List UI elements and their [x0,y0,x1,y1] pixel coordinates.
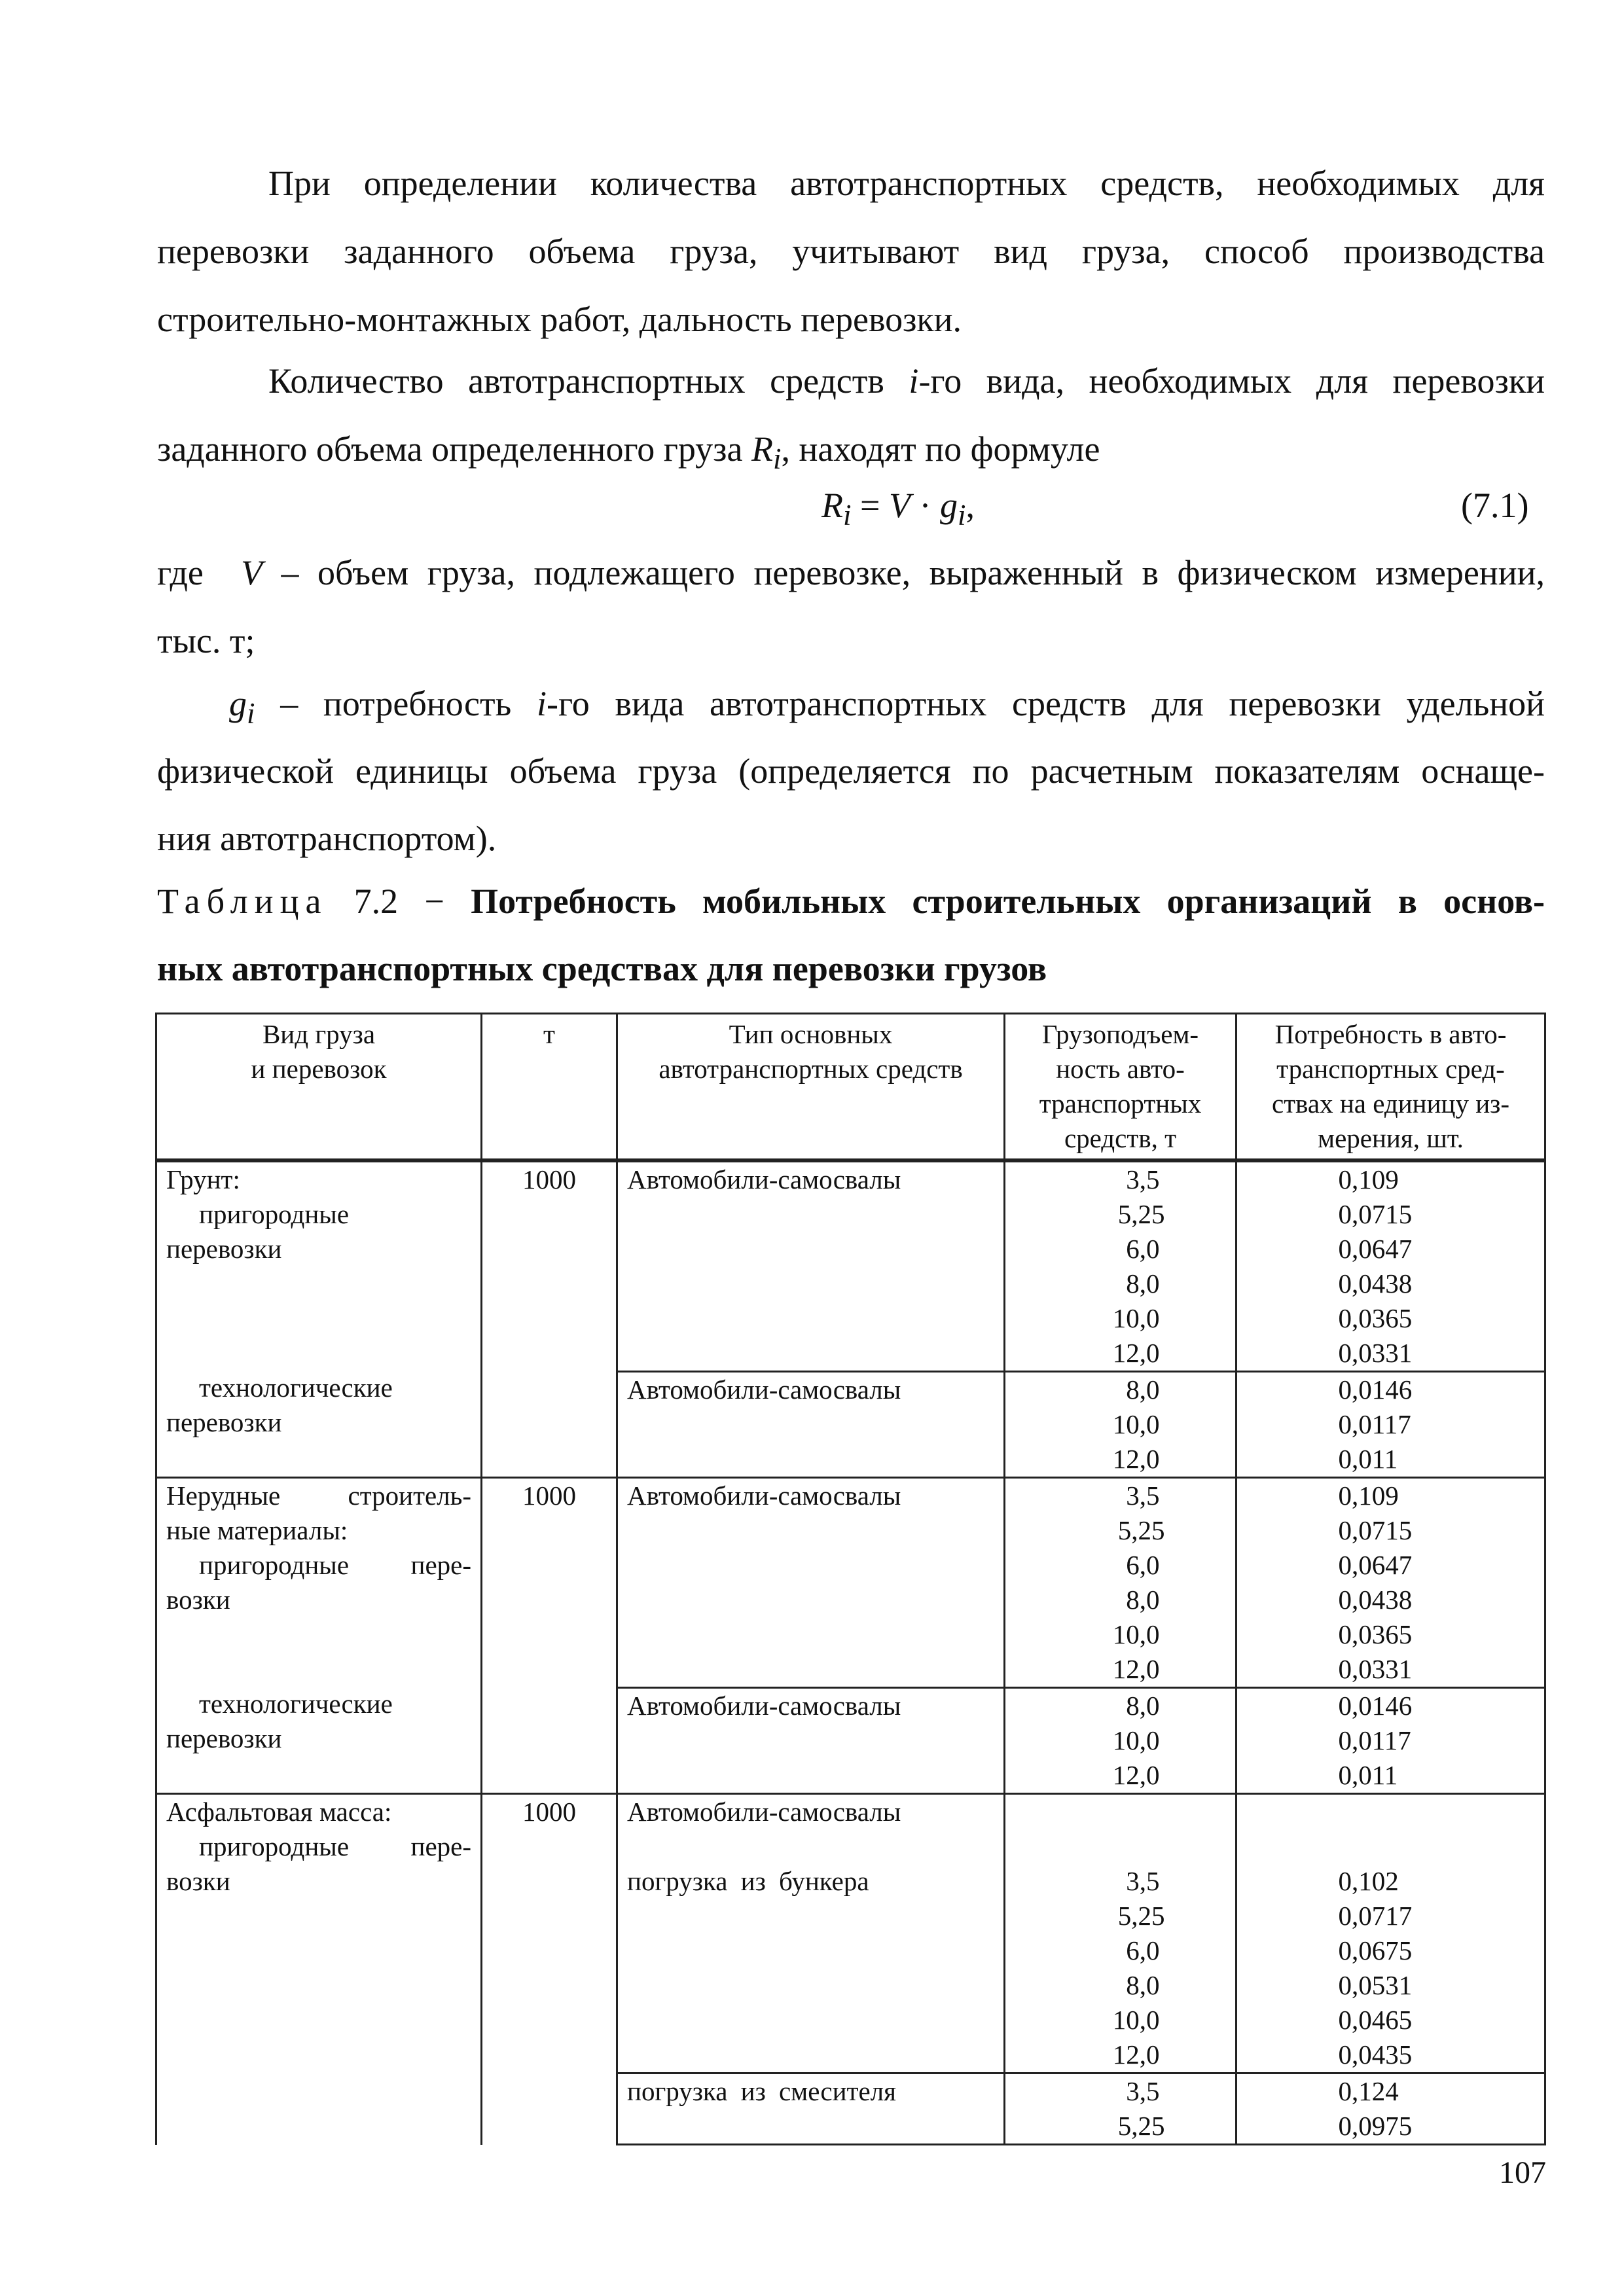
header-capacity [1005,1014,1236,1161]
cargo-sub: возки [166,1585,230,1615]
page-number: 107 [1499,2155,1546,2190]
table-row [156,1478,1545,1688]
need-value: 0,0715 [1338,1199,1413,1229]
capacity-value: 12,0 [1112,1760,1160,1790]
header-capacity-line: средств, т [1064,1123,1177,1153]
need-value: 0,011 [1338,1444,1398,1474]
formula-number: (7.1) [1461,486,1529,525]
paragraph-quantity-text-b: -го вида, необходимых для перевозки заданного объема определенного груза [157,361,1545,469]
capacity-cell [1005,1372,1236,1478]
cargo-sub: перевозки [166,1723,282,1753]
t-cell: 1000 [482,1160,617,1478]
cargo-sub: возки [166,1866,230,1896]
capacity-value: 12,0 [1112,2039,1160,2070]
capacity-value: 3,5 [1126,2076,1160,2106]
var-i: i [909,361,919,401]
need-value: 0,0365 [1338,1619,1413,1649]
table-row [156,1160,1545,1372]
capacity-value: 3,5 [1126,1164,1160,1194]
caption-label: Таблица [157,882,328,921]
need-value: 0,124 [1338,2076,1399,2106]
table-caption-line1 [157,878,1545,924]
cargo-main: Грунт: [166,1164,240,1194]
header-t [482,1014,617,1161]
need-value: 0,0146 [1338,1691,1413,1721]
need-value: 0,0365 [1338,1303,1413,1333]
where-V-line [157,550,1545,596]
header-capacity-line: ность авто- [1056,1054,1185,1084]
capacity-value: 5,25 [1117,1199,1165,1229]
capacity-cell [1005,2073,1236,2145]
need-cell [1236,1688,1545,1794]
t-cell: 1000 [482,1794,617,2145]
where-g-text2: -го вида автотранспортных средств для перевозки удельной [546,684,1545,723]
capacity-value: 3,5 [1126,1480,1160,1511]
need-value: 0,0531 [1338,1970,1413,2000]
need-value: 0,0146 [1338,1374,1413,1405]
cargo-cell [156,1794,482,2145]
table-header-row [156,1014,1545,1161]
cargo-sub: пригородные пере- [199,1550,471,1580]
table-caption-line2: ных автотранспортных средствах для перевозки грузов [157,949,1047,988]
capacity-value: 12,0 [1112,1444,1160,1474]
where-g-cont2: ния автотранспортом). [157,819,497,858]
vehicle-cell: Автомобили-самосвалы [617,1160,1005,1372]
header-need-line: Потребность в авто- [1274,1019,1507,1049]
capacity-value: 6,0 [1126,1550,1160,1580]
formula-eq: = [851,486,889,525]
table-row [156,1794,1545,2073]
need-cell [1236,2073,1545,2145]
capacity-value: 10,0 [1112,1409,1160,1439]
header-vehicle-line: автотранспортных средств [659,1054,963,1084]
where-g-cont1: физической единицы объема груза (определяется по расчетным показателям оснаще- [157,751,1545,791]
vehicle-cell: Автомобили-самосвалы [617,1372,1005,1478]
header-vehicle-line: Тип основных [729,1019,893,1049]
header-capacity-line: транспортных [1039,1088,1202,1119]
where-V-text: – объем груза, подлежащего перевозке, выраженный в физическом измерении, [262,553,1545,592]
need-value: 0,0117 [1338,1409,1411,1439]
vehicle-cell [617,1794,1005,2073]
need-value: 0,0647 [1338,1234,1413,1264]
formula-lhs-sub: i [843,498,852,531]
where-g: g [229,684,247,723]
header-need [1236,1014,1545,1161]
need-cell [1236,1160,1545,1372]
cargo-sub: технологические [199,1689,393,1719]
need-cell [1236,1372,1545,1478]
var-R-sub: i [772,442,782,475]
need-value: 0,0715 [1338,1515,1413,1545]
paragraph-quantity [157,347,1545,493]
cargo-sub: перевозки [166,1407,282,1437]
formula-lhs: R [821,486,843,525]
vehicle-cell: Автомобили-самосвалы [617,1688,1005,1794]
capacity-cell [1005,1160,1236,1372]
need-value: 0,109 [1338,1480,1399,1511]
where-g-sub: i [247,696,255,730]
capacity-value: 5,25 [1117,2111,1165,2141]
paragraph-quantity-text-c: , находят по формуле [781,429,1100,469]
need-value: 0,011 [1338,1760,1398,1790]
paragraph-intro-text: При определении количества автотранспортных средств, необходимых для перевозки заданного объема груза, учитывают вид груза, способ производства строительно-монтажных работ, дальность перевозки. [157,164,1545,339]
capacity-value: 10,0 [1112,1725,1160,1755]
paragraph-quantity-text-a: Количество автотранспортных средств [268,361,909,401]
need-value: 0,0117 [1338,1725,1411,1755]
paragraph-intro [157,149,1545,353]
where-V: V [240,553,262,592]
cargo-main: Нерудные строитель- [166,1480,471,1511]
need-value: 0,0331 [1338,1338,1413,1368]
t-cell: 1000 [482,1478,617,1794]
capacity-value: 12,0 [1112,1654,1160,1684]
formula-g: g [939,486,958,525]
capacity-cell [1005,1688,1236,1794]
vehicle-cell: Автомобили-самосвалы [617,1478,1005,1688]
capacity-value: 5,25 [1117,1901,1165,1931]
need-value: 0,109 [1338,1164,1399,1194]
capacity-value: 10,0 [1112,1303,1160,1333]
where-V-cont: тыс. т; [157,621,255,660]
capacity-value: 8,0 [1126,1970,1160,2000]
need-cell [1236,1478,1545,1688]
need-value: 0,0331 [1338,1654,1413,1684]
cargo-sub: пригородные пере- [199,1831,471,1861]
capacity-value: 8,0 [1126,1268,1160,1299]
header-need-line: мерения, шт. [1318,1123,1464,1153]
where-lead: где [157,553,204,592]
formula-dot: · [910,486,940,525]
caption-title-line1: Потребность мобильных строительных организаций в основ- [471,882,1545,921]
cargo-main: Асфальтовая масса: [166,1797,392,1827]
capacity-value: 3,5 [1126,1866,1160,1896]
capacity-value: 10,0 [1112,1619,1160,1649]
cargo-main: ные материалы: [166,1515,348,1545]
cargo-cell [156,1478,482,1794]
capacity-value: 6,0 [1126,1234,1160,1264]
header-cargo-line: Вид груза [262,1019,376,1049]
where-g-text1: – потребность [255,684,537,723]
capacity-value: 10,0 [1112,2005,1160,2035]
need-value: 0,0717 [1338,1901,1413,1931]
need-value: 0,0438 [1338,1585,1413,1615]
caption-number: 7.2 − [327,882,471,921]
where-g-i: i [536,684,547,723]
need-value: 0,0675 [1338,1935,1413,1965]
capacity-value: 8,0 [1126,1691,1160,1721]
capacity-value: 5,25 [1117,1515,1165,1545]
cargo-sub: технологические [199,1372,393,1403]
need-cell [1236,1794,1545,2073]
header-vehicle [617,1014,1005,1161]
cargo-cell [156,1160,482,1478]
formula-g-sub: i [957,498,966,531]
capacity-value: 6,0 [1126,1935,1160,1965]
capacity-value: 12,0 [1112,1338,1160,1368]
vehicle-sub-label: погрузка из бункера [627,1866,869,1896]
formula-V: V [888,486,911,525]
need-value: 0,0647 [1338,1550,1413,1580]
formula [821,482,975,538]
need-value: 0,0438 [1338,1268,1413,1299]
need-value: 0,0435 [1338,2039,1413,2070]
need-value: 0,0465 [1338,2005,1413,2035]
capacity-value: 8,0 [1126,1374,1160,1405]
var-R: R [751,429,773,469]
capacity-cell [1005,1794,1236,2073]
header-need-line: ствах на единицу из- [1271,1088,1510,1119]
capacity-value: 8,0 [1126,1585,1160,1615]
header-capacity-line: Грузоподъем- [1041,1019,1199,1049]
vehicle-need-table [155,1013,1546,2145]
header-need-line: транспортных сред- [1276,1054,1505,1084]
formula-tail: , [965,486,975,525]
need-value: 0,0975 [1338,2111,1413,2141]
capacity-cell [1005,1478,1236,1688]
header-t-line: т [543,1019,555,1049]
header-cargo-line: и перевозок [251,1054,387,1084]
where-g-line [229,681,1545,736]
need-value: 0,102 [1338,1866,1399,1896]
vehicle-cell: погрузка из смесителя [617,2073,1005,2145]
cargo-sub: пригородные [199,1199,350,1229]
cargo-sub: перевозки [166,1234,282,1264]
vehicle-group-label: Автомобили-самосвалы [627,1797,901,1827]
header-cargo [156,1014,482,1161]
